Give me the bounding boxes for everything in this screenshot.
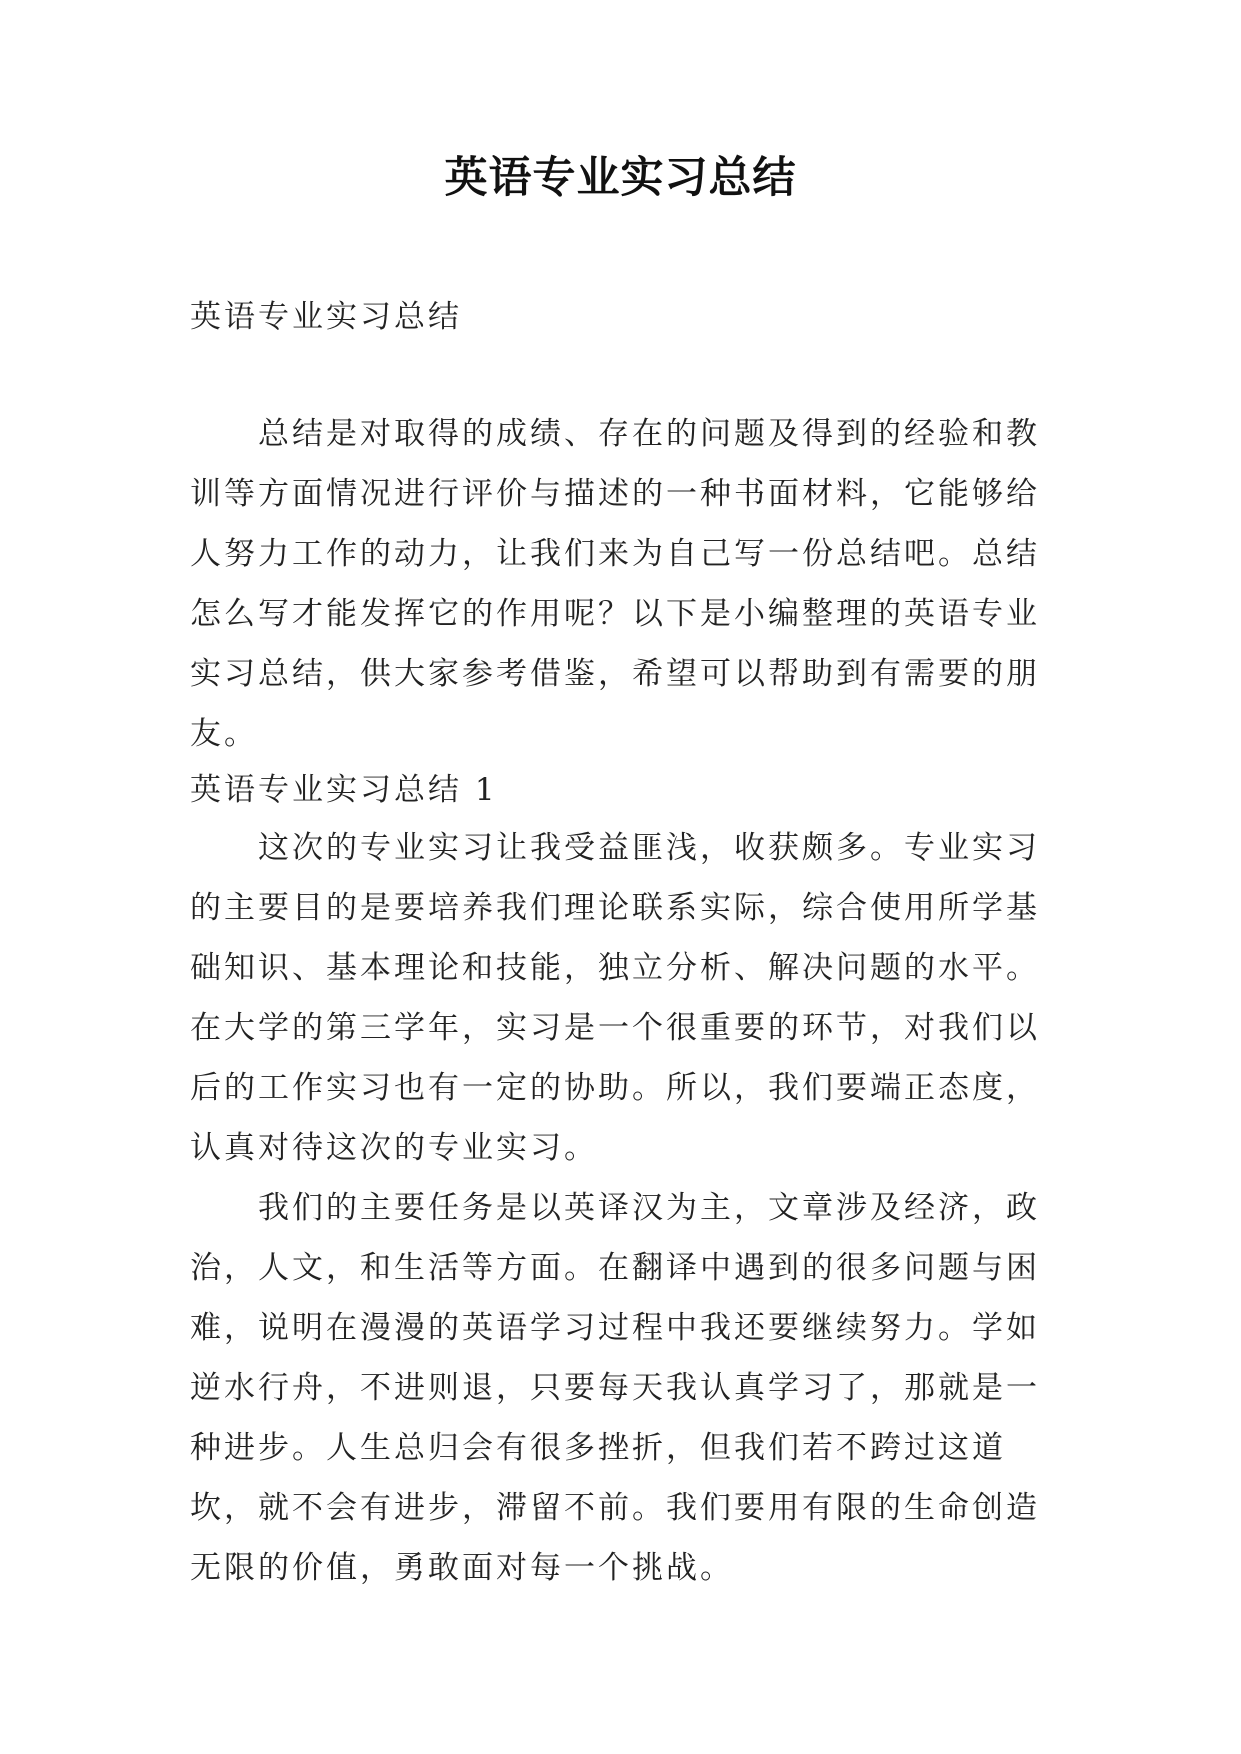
intro-heading: 英语专业实习总结	[190, 299, 462, 335]
section-paragraph: 这次的专业实习让我受益匪浅，收获颇多。专业实习的主要目的是要培养我们理论联系实际，综合使用所学基础知识、基本理论和技能，独立分析、解决问题的水平。在大学的第三学年，实习是一个很重要的环节，对我们以后的工作实习也有一定的协助。所以，我们要端正态度，认真对待这次的专业实习。	[190, 830, 1040, 1166]
document-title: 英语专业实习总结	[444, 153, 797, 203]
intro-paragraph: 总结是对取得的成绩、存在的问题及得到的经验和教训等方面情况进行评价与描述的一种书面材料，它能够给人努力工作的动力，让我们来为自己写一份总结吧。总结怎么写才能发挥它的作用呢？以下是小编整理的英语专业实习总结，供大家参考借鉴，希望可以帮助到有需要的朋友。	[190, 416, 1040, 752]
section-heading: 英语专业实习总结 1	[190, 772, 498, 808]
section-paragraph: 我们的主要任务是以英译汉为主，文章涉及经济，政治，人文，和生活等方面。在翻译中遇到的很多问题与困难，说明在漫漫的英语学习过程中我还要继续努力。学如逆水行舟，不进则退，只要每天我认真学习了，那就是一种进步。人生总归会有很多挫折，但我们若不跨过这道坎，就不会有进步，滞留不前。我们要用有限的生命创造无限的价值，勇敢面对每一个挑战。	[190, 1190, 1040, 1586]
